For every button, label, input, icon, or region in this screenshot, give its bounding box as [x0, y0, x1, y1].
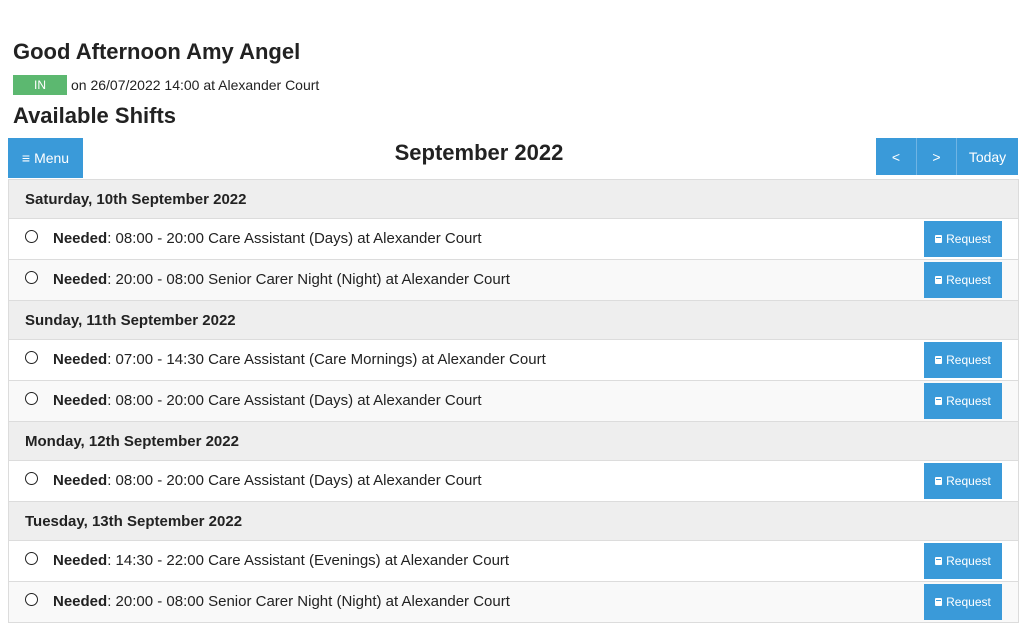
day-header: Saturday, 10th September 2022 [9, 180, 1018, 219]
day-header: Tuesday, 13th September 2022 [9, 502, 1018, 541]
menu-icon: ≡ [21, 150, 31, 166]
shift-row [9, 461, 1018, 502]
shift-radio[interactable] [25, 552, 38, 565]
request-label: Request [946, 232, 991, 246]
shift-row [9, 260, 1018, 301]
page-title: Available Shifts [13, 103, 177, 128]
request-icon [935, 397, 942, 405]
prev-month-button[interactable]: < [876, 138, 916, 175]
shift-radio[interactable] [25, 271, 38, 284]
needed-label: Needed [53, 351, 108, 368]
request-label: Request [946, 273, 991, 287]
shift-detail: : 20:00 - 08:00 Senior Carer Night (Night) at Alexander Court [107, 593, 510, 610]
shift-row [9, 219, 1018, 260]
request-button[interactable] [924, 383, 1002, 419]
shift-detail: : 08:00 - 20:00 Care Assistant (Days) at Alexander Court [107, 392, 482, 409]
shift-row [9, 381, 1018, 422]
shift-radio[interactable] [25, 593, 38, 606]
request-label: Request [946, 554, 991, 568]
request-label: Request [946, 474, 991, 488]
shift-detail: : 14:30 - 22:00 Care Assistant (Evenings) at Alexander Court [107, 552, 510, 569]
clock-status [13, 75, 319, 95]
day-header: Monday, 12th September 2022 [9, 422, 1018, 461]
today-button[interactable]: Today [956, 138, 1018, 175]
request-icon [935, 276, 942, 284]
status-text: on 26/07/2022 14:00 at Alexander Court [71, 77, 320, 93]
request-label: Request [946, 394, 991, 408]
day-header: Sunday, 11th September 2022 [9, 301, 1018, 340]
menu-label: Menu [34, 150, 70, 166]
request-icon [935, 235, 942, 243]
shift-description [53, 230, 482, 248]
request-icon [935, 356, 942, 364]
shift-row [9, 582, 1018, 623]
request-label: Request [946, 353, 991, 367]
needed-label: Needed [53, 271, 108, 288]
needed-label: Needed [53, 230, 108, 247]
next-month-button[interactable]: > [916, 138, 956, 175]
shift-description [53, 472, 482, 490]
shift-description [53, 271, 510, 289]
greeting-title: Good Afternoon Amy Angel [13, 39, 301, 64]
day-shift-group [9, 340, 1018, 422]
request-button[interactable] [924, 463, 1002, 499]
request-icon [935, 557, 942, 565]
request-icon [935, 477, 942, 485]
shift-detail: : 08:00 - 20:00 Care Assistant (Days) at Alexander Court [107, 230, 482, 247]
request-icon [935, 598, 942, 606]
shift-radio[interactable] [25, 351, 38, 364]
needed-label: Needed [53, 593, 108, 610]
month-title: September 2022 [394, 140, 564, 165]
request-button[interactable] [924, 543, 1002, 579]
day-shift-group [9, 541, 1018, 623]
shift-detail: : 20:00 - 08:00 Senior Carer Night (Night) at Alexander Court [107, 271, 510, 288]
shift-detail: : 08:00 - 20:00 Care Assistant (Days) at Alexander Court [107, 472, 482, 489]
request-label: Request [946, 595, 991, 609]
shift-description [53, 351, 546, 369]
shift-detail: : 07:00 - 14:30 Care Assistant (Care Mornings) at Alexander Court [107, 351, 546, 368]
request-button[interactable] [924, 342, 1002, 378]
shift-description [53, 593, 510, 611]
shift-description [53, 392, 482, 410]
day-shift-group [9, 219, 1018, 301]
day-shift-group [9, 461, 1018, 502]
status-badge: IN [13, 75, 67, 95]
shift-row [9, 340, 1018, 381]
needed-label: Needed [53, 392, 108, 409]
shift-row [9, 541, 1018, 582]
shift-radio[interactable] [25, 472, 38, 485]
needed-label: Needed [53, 552, 108, 569]
needed-label: Needed [53, 472, 108, 489]
shift-radio[interactable] [25, 392, 38, 405]
request-button[interactable] [924, 584, 1002, 620]
shift-description [53, 552, 509, 570]
calendar-nav [876, 138, 1018, 175]
request-button[interactable] [924, 262, 1002, 298]
shift-radio[interactable] [25, 230, 38, 243]
shift-list [8, 179, 1019, 623]
request-button[interactable] [924, 221, 1002, 257]
